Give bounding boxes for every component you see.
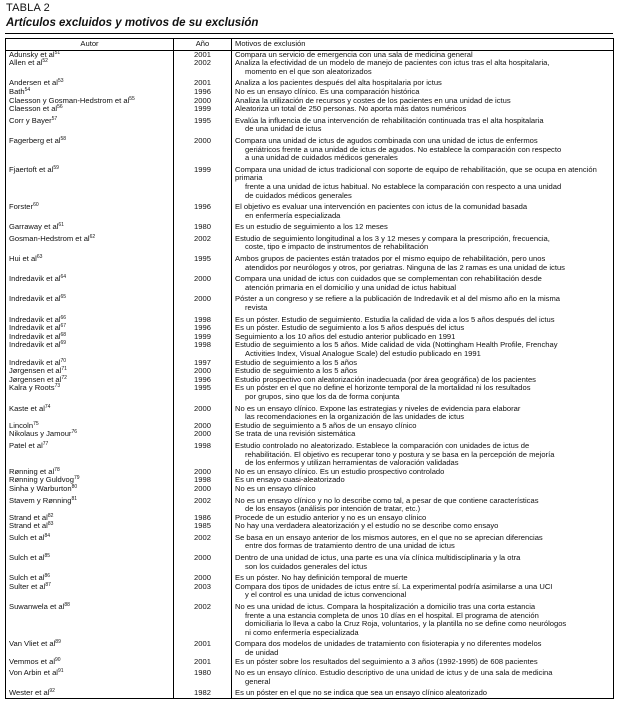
reason-line: de los ensayos (análisis por intención de tratar, etc.): [245, 504, 421, 514]
reason-line: por grupos, sino que los da de forma conjunta: [245, 391, 400, 401]
table-row: [6, 583, 614, 600]
reason-line: revista: [245, 303, 268, 313]
reason-line: No es una unidad de ictus. Compara la hospitalización a domicilio tras una corta estancia: [235, 602, 536, 612]
author-cell: [6, 494, 174, 514]
author-name: Jørgensen et al: [9, 374, 62, 384]
author-name: Suwanwela et al: [9, 602, 65, 612]
reference-number: 78: [54, 466, 60, 473]
author-cell: [6, 105, 174, 114]
author-cell: [6, 292, 174, 312]
reason-line: Analiza la efectividad de un modelo de manejo de pacientes con ictus tras el alta hospitalaria,: [235, 58, 550, 68]
reason-cell: [232, 494, 614, 514]
author-name: Strand et al: [9, 512, 48, 522]
author-cell: [6, 485, 174, 494]
reason-cell: [232, 522, 614, 531]
year-cell: 2001: [174, 637, 232, 657]
year-cell: 2000: [174, 367, 232, 376]
table-row: [6, 485, 614, 494]
table-row: [6, 384, 614, 401]
table-row: [6, 341, 614, 358]
author-cell: [6, 200, 174, 220]
reference-number: 62: [89, 233, 96, 240]
author-cell: [6, 341, 174, 358]
year-cell: 1999: [174, 333, 232, 342]
author-name: Claesson et al: [9, 104, 58, 114]
reason-line: las recomendaciones en la organización de las unidades de ictus: [245, 412, 465, 422]
reason-line: frente a una estancia completa de unos 10 días en el hospital. El programa de atención: [245, 610, 539, 620]
author-cell: [6, 583, 174, 600]
reason-line: Estudio prospectivo con aleatorización inadecuada (por área geográfica) de los pacientes: [235, 374, 536, 384]
year-cell: 2002: [174, 59, 232, 76]
author-name: Andersen et al: [9, 78, 58, 88]
author-name: Bath: [9, 86, 25, 96]
reason-line: frente a una unidad de ictus habitual. No establece la comparación con respecto a una unidad: [245, 181, 562, 191]
reason-cell: [232, 583, 614, 600]
year-cell: 1996: [174, 324, 232, 333]
reference-number: 73: [54, 383, 61, 390]
reason-cell: [232, 220, 614, 232]
reason-line: y el control es una unidad de ictus convencional: [245, 590, 407, 600]
table-row: [6, 551, 614, 571]
year-cell: 2000: [174, 430, 232, 439]
reason-cell: [232, 600, 614, 637]
reason-line: Compara una unidad de ictus tradicional con soporte de equipo de rehabilitación, que se ocupa en atención primaria: [235, 164, 597, 183]
reason-line: domiciliaria lo lleva a cabo la Cruz Roja, voluntarios, y la plantilla no se define como neurólogos: [245, 619, 567, 629]
table-row: [6, 252, 614, 272]
author-name: Jørgensen et al: [9, 366, 62, 376]
reason-line: Es un póster. No hay definición temporal de muerte: [235, 573, 408, 583]
reason-cell: [232, 232, 614, 252]
reason-cell: [232, 402, 614, 422]
author-name: Sulch et al: [9, 553, 45, 563]
year-cell: 1998: [174, 439, 232, 468]
reason-line: El objetivo es evaluar una intervención en pacientes con ictus de la comunidad basada: [235, 202, 528, 212]
year-cell: 2000: [174, 551, 232, 571]
author-cell: [6, 531, 174, 551]
reason-cell: [232, 292, 614, 312]
reason-line: atención primaria en el domicilio y una unidad de ictus habitual: [245, 282, 457, 292]
year-cell: 2002: [174, 600, 232, 637]
author-name: Lincoln: [9, 420, 34, 430]
reason-cell: [232, 485, 614, 494]
author-name: Van Vliet et al: [9, 639, 56, 649]
author-name: Von Arbin et al: [9, 668, 58, 678]
reference-number: 60: [33, 202, 39, 209]
reason-line: Compara una unidad de ictus con cuidados que se complementan con rehabilitación desde: [235, 274, 542, 284]
table-row: [6, 105, 614, 114]
author-name: Sulch et al: [9, 532, 45, 542]
author-cell: [6, 163, 174, 200]
author-name: Wester et al: [9, 688, 50, 698]
author-cell: [6, 272, 174, 292]
reference-number: 59: [53, 164, 59, 171]
reason-line: Compara un servicio de emergencia con una sala de medicina general: [235, 49, 473, 59]
author-name: Kalra y Roots: [9, 383, 55, 393]
reason-line: Es un póster en el que no se indica que sea un ensayo clínico aleatorizado: [235, 688, 488, 698]
year-cell: 2000: [174, 485, 232, 494]
reason-line: de cuidados médicos generales: [245, 190, 352, 200]
author-name: Claesson y Gosman-Hedstrom et al: [9, 95, 130, 105]
table-row: [6, 439, 614, 468]
reference-number: 84: [44, 532, 51, 539]
reason-line: Compara dos tipos de unidades de ictus entre sí. La experimental podría asimilarse a una UCI: [235, 581, 553, 591]
author-cell: [6, 600, 174, 637]
reason-cell: [232, 384, 614, 401]
reason-cell: [232, 163, 614, 200]
reason-line: Se trata de una revisión sistemática: [235, 429, 356, 439]
year-cell: 1995: [174, 114, 232, 134]
reason-line: de los enfermos y utilizan herramientas de valoración validadas: [245, 458, 459, 468]
reason-cell: [232, 439, 614, 468]
author-name: Fjaertoft et al: [9, 164, 54, 174]
reference-number: 77: [42, 440, 49, 447]
reason-line: Analiza a los pacientes después del alta hospitalaria por ictus: [235, 78, 442, 88]
author-cell: [6, 637, 174, 657]
reason-line: general: [245, 676, 271, 686]
author-name: Adunsky et al: [9, 49, 55, 59]
author-name: Rønning et al: [9, 466, 55, 476]
reference-number: 76: [71, 429, 78, 436]
reference-number: 70: [60, 357, 67, 364]
author-cell: [6, 402, 174, 422]
author-name: Hui et al: [9, 254, 37, 264]
table-row: [6, 220, 614, 232]
exclusion-table: [5, 38, 614, 699]
year-cell: 1998: [174, 476, 232, 485]
author-name: Strand et al: [9, 521, 48, 531]
reference-number: 75: [33, 420, 39, 427]
reason-cell: [232, 551, 614, 571]
reference-number: 92: [49, 688, 55, 695]
table-row: [6, 200, 614, 220]
table-row: [6, 494, 614, 514]
reason-line: Se basa en un ensayo anterior de los mismos autores, en el que no se aprecian diferencias: [235, 532, 543, 542]
reason-line: Procede de un estudio anterior y no es un ensayo clínico: [235, 512, 427, 522]
year-cell: 2000: [174, 97, 232, 106]
author-cell: [6, 76, 174, 88]
reason-cell: [232, 666, 614, 686]
reference-number: 54: [24, 86, 31, 93]
reference-number: 83: [47, 521, 54, 528]
table-row: [6, 522, 614, 531]
reason-line: Estudio de seguimiento a 5 años de un ensayo clínico: [235, 420, 417, 430]
reason-line: en enfermería especializada: [245, 210, 341, 220]
reason-line: Estudio de seguimiento a los 5 años: [235, 366, 358, 376]
reference-number: 72: [61, 374, 67, 381]
reference-number: 65: [60, 294, 67, 301]
year-cell: 2002: [174, 494, 232, 514]
author-name: Kaste et al: [9, 403, 45, 413]
year-cell: 2001: [174, 658, 232, 667]
reference-number: 53: [57, 78, 64, 85]
reason-cell: [232, 200, 614, 220]
author-name: Sulch et al: [9, 573, 45, 583]
table-row: [6, 531, 614, 551]
year-cell: 1980: [174, 666, 232, 686]
author-name: Allen et al: [9, 58, 43, 68]
author-cell: [6, 232, 174, 252]
year-cell: 2000: [174, 571, 232, 583]
reference-number: 52: [42, 58, 48, 65]
reference-number: 69: [60, 340, 67, 347]
author-cell: [6, 658, 174, 667]
year-cell: 2001: [174, 50, 232, 59]
table-row: [6, 59, 614, 76]
year-cell: 1996: [174, 200, 232, 220]
reason-line: Aleatoriza un total de 250 personas. No aporta más datos numéricos: [235, 104, 467, 114]
year-cell: 1980: [174, 220, 232, 232]
title-rule: [5, 33, 613, 34]
author-name: Garraway et al: [9, 222, 59, 232]
reference-number: 64: [60, 274, 67, 281]
reason-line: Es un póster. Estudio de seguimiento. Estudia la calidad de vida a los 5 años después del ictus: [235, 314, 555, 324]
table-title: Artículos excluidos y motivos de su exclusión: [6, 17, 259, 29]
author-name: Indredavik et al: [9, 357, 61, 367]
reference-number: 66: [60, 314, 67, 321]
author-name: Sinha y Warburton: [9, 483, 72, 493]
reason-cell: [232, 252, 614, 272]
author-cell: [6, 114, 174, 134]
year-cell: 2000: [174, 402, 232, 422]
reference-number: 57: [51, 115, 58, 122]
reason-line: Es un póster sobre los resultados del seguimiento a 3 años (1992-1995) de 608 pacientes: [235, 656, 538, 666]
reason-line: No es un ensayo clínico. Expone las estrategias y niveles de evidencia para elaborar: [235, 403, 521, 413]
year-cell: 1998: [174, 313, 232, 325]
author-name: Fagerberg et al: [9, 135, 61, 145]
column-header-year: Año: [174, 39, 232, 51]
reason-cell: [232, 658, 614, 667]
author-name: Stavem y Rønning: [9, 495, 72, 505]
table-row: [6, 134, 614, 163]
reason-line: No es un ensayo clínico. Es un estudio prospectivo controlado: [235, 466, 445, 476]
year-cell: 2002: [174, 232, 232, 252]
reference-number: 79: [74, 475, 80, 482]
reason-line: No es un ensayo clínico. Es una comparación histórica: [235, 86, 420, 96]
author-cell: [6, 430, 174, 439]
reference-number: 55: [129, 95, 135, 102]
reason-line: Es un póster. Estudio de seguimiento a los 5 años después del ictus: [235, 323, 465, 333]
year-cell: 1995: [174, 252, 232, 272]
reference-number: 80: [71, 483, 78, 490]
reference-number: 58: [60, 135, 67, 142]
author-cell: [6, 522, 174, 531]
author-name: Corr y Bayer: [9, 115, 52, 125]
reference-number: 87: [45, 581, 51, 588]
author-cell: [6, 134, 174, 163]
year-cell: 1985: [174, 522, 232, 531]
table-row: [6, 163, 614, 200]
reason-line: son los cuidados generales del ictus: [245, 561, 367, 571]
reference-number: 82: [47, 512, 54, 519]
reason-line: No es un ensayo clínico: [235, 483, 316, 493]
reason-cell: [232, 59, 614, 76]
reason-line: ni como enfermería especializada: [245, 627, 359, 637]
author-cell: [6, 666, 174, 686]
reason-line: No es un ensayo clínico. Estudio descriptivo de una unidad de ictus y de una sala de medicina: [235, 668, 553, 678]
table-header-row: [6, 39, 614, 51]
table-row: [6, 666, 614, 686]
reason-line: Estudio de seguimiento a los 5 años. Mide calidad de vida (Nottingham Health Profile, Frenchay: [235, 340, 558, 350]
reason-line: Ambos grupos de pacientes están tratados por el mismo equipo de rehabilitación, pero unos: [235, 254, 546, 264]
reference-number: 51: [54, 49, 61, 56]
reason-line: Póster a un congreso y se refiere a la publicación de Indredavik et al del mismo año en la misma: [235, 294, 561, 304]
reason-line: de unidad: [245, 648, 279, 657]
table-row: [6, 686, 614, 698]
reason-line: Estudio de seguimiento longitudinal a los 3 y 12 meses y compara la prescripción, frecuencia,: [235, 233, 550, 243]
reason-cell: [232, 272, 614, 292]
year-cell: 2001: [174, 76, 232, 88]
table-row: [6, 292, 614, 312]
author-cell: [6, 252, 174, 272]
author-name: Gosman-Hedstrom et al: [9, 233, 90, 243]
reason-line: Es un estudio de seguimiento a los 12 meses: [235, 222, 388, 232]
reason-line: Analiza la utilización de recursos y costes de los pacientes en una unidad de ictus: [235, 95, 511, 105]
reason-cell: [232, 134, 614, 163]
author-name: Patel et al: [9, 440, 43, 450]
table-row: [6, 658, 614, 667]
reason-line: a una unidad de cuidados médicos generales: [245, 153, 398, 163]
year-cell: 2000: [174, 292, 232, 312]
reference-number: 88: [64, 602, 70, 609]
reason-line: Es un ensayo cuasi-aleatorizado: [235, 475, 345, 485]
reason-line: rehabilitación. El objetivo es recuperar tono y postura y se basa en la percepción de mejoría: [245, 449, 555, 459]
author-name: Indredavik et al: [9, 294, 61, 304]
reason-cell: [232, 531, 614, 551]
author-cell: [6, 220, 174, 232]
reason-line: geriátricos frente a una unidad de ictus de agudos. No establece la comparación con respecto: [245, 144, 562, 154]
author-name: Vemmos et al: [9, 656, 56, 666]
reference-number: 63: [36, 254, 43, 261]
author-name: Indredavik et al: [9, 331, 61, 341]
author-name: Rønning y Guldvog: [9, 475, 75, 485]
year-cell: 2002: [174, 531, 232, 551]
reference-number: 74: [44, 403, 51, 410]
year-cell: 1982: [174, 686, 232, 698]
reason-line: Es un póster en el que no define el horizonte temporal de la mortalidad ni los resultados: [235, 383, 531, 393]
year-cell: 1996: [174, 376, 232, 385]
year-cell: 2000: [174, 468, 232, 477]
year-cell: 1998: [174, 341, 232, 358]
year-cell: 1997: [174, 359, 232, 368]
reason-line: coste, tipo e impacto de instrumentos de rehabilitación: [245, 242, 429, 252]
reason-cell: [232, 114, 614, 134]
reference-number: 89: [55, 639, 61, 646]
year-cell: 2003: [174, 583, 232, 600]
author-cell: [6, 384, 174, 401]
year-cell: 1999: [174, 105, 232, 114]
reference-number: 67: [60, 323, 67, 330]
author-cell: [6, 686, 174, 698]
reason-line: No hay una verdadera aleatorización y el estudio no se describe como ensayo: [235, 521, 499, 531]
year-cell: 1999: [174, 163, 232, 200]
table-row: [6, 402, 614, 422]
reason-cell: [232, 686, 614, 698]
reason-line: atendidos por neurólogos y otros, por geriatras. Ninguna de las 2 ramas es una unidad de ictus: [245, 262, 565, 272]
year-cell: 1995: [174, 384, 232, 401]
author-cell: [6, 439, 174, 468]
author-name: Sulter et al: [9, 581, 46, 591]
author-name: Indredavik et al: [9, 274, 61, 284]
reason-line: Seguimiento a los 10 años del estudio anterior publicado en 1991: [235, 331, 456, 341]
reason-line: de una unidad de ictus: [245, 124, 322, 134]
reason-cell: [232, 637, 614, 657]
reason-line: momento en el que son aleatorizados: [245, 66, 372, 76]
table-row: [6, 232, 614, 252]
reference-number: 86: [44, 573, 51, 580]
reason-line: No es un ensayo clínico y no lo describe como tal, a pesar de que contiene características: [235, 495, 539, 505]
reason-line: Compara una unidad de ictus de agudos combinada con una unidad de ictus de enfermos: [235, 135, 538, 145]
reference-number: 90: [55, 656, 61, 663]
reference-number: 91: [57, 668, 64, 675]
author-cell: [6, 59, 174, 76]
author-name: Indredavik et al: [9, 340, 61, 350]
author-name: Indredavik et al: [9, 314, 61, 324]
reason-line: Compara dos modelos de unidades de tratamiento con fisioterapia y no diferentes modelos: [235, 639, 542, 649]
reference-number: 71: [61, 366, 67, 373]
author-name: Indredavik et al: [9, 323, 61, 333]
author-cell: [6, 551, 174, 571]
reason-line: Activities Index, Visual Analogue Scale) del estudio publicado en 1991: [245, 349, 481, 358]
author-name: Forster: [9, 202, 34, 212]
reference-number: 61: [58, 222, 64, 229]
year-cell: 1996: [174, 88, 232, 97]
year-cell: 2000: [174, 422, 232, 431]
author-name: Nikolaus y Jamour: [9, 429, 72, 439]
table-row: [6, 114, 614, 134]
reason-cell: [232, 105, 614, 114]
column-header-reason: Motivos de exclusión: [232, 39, 614, 51]
reason-line: Dentro de una unidad de ictus, una parte es una vía clínica multidisciplinaria y la otra: [235, 553, 521, 563]
reason-line: Estudio controlado no aleatorizado. Establece la comparación con unidades de ictus de: [235, 440, 530, 450]
table-row: [6, 600, 614, 637]
table-row: [6, 272, 614, 292]
reason-line: entre dos formas de tratamiento dentro de una unidad de ictus: [245, 541, 455, 551]
year-cell: 2000: [174, 272, 232, 292]
reason-cell: [232, 430, 614, 439]
reference-number: 85: [44, 553, 51, 560]
year-cell: 2000: [174, 134, 232, 163]
column-header-author: Autor: [6, 39, 174, 51]
reason-cell: [232, 341, 614, 358]
reference-number: 68: [60, 331, 67, 338]
reference-number: 56: [57, 104, 63, 111]
table-row: [6, 637, 614, 657]
reason-line: Estudio de seguimiento a los 5 años: [235, 357, 358, 367]
table-label: TABLA 2: [6, 2, 50, 14]
year-cell: 1986: [174, 514, 232, 523]
table-body: [6, 50, 614, 698]
reason-line: Evalúa la influencia de una intervención de rehabilitación continuada tras el alta hospitalaria: [235, 115, 544, 125]
reference-number: 81: [71, 495, 78, 502]
table-row: [6, 430, 614, 439]
